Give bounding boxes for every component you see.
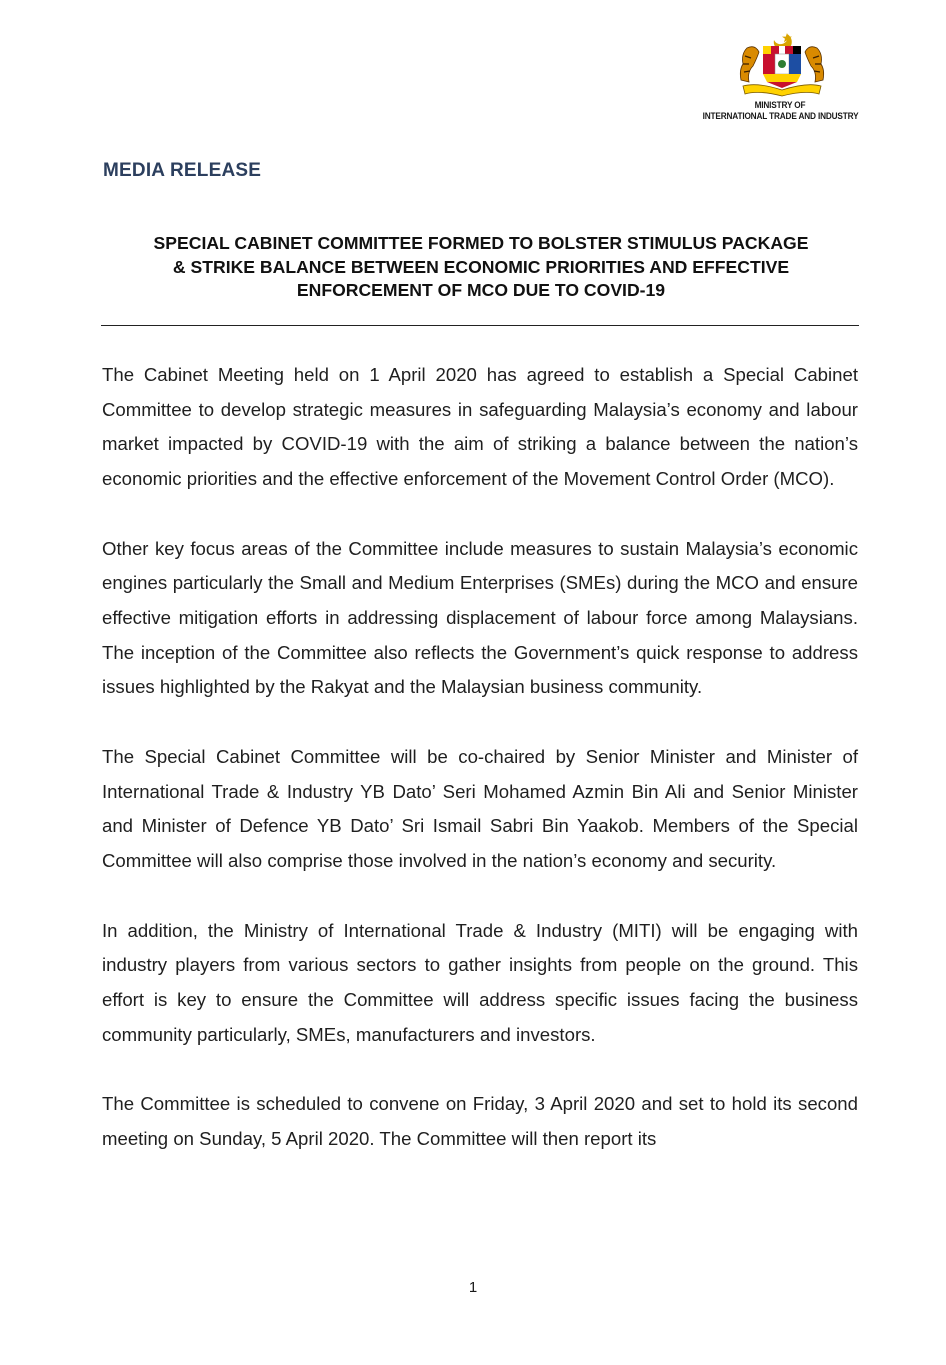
body-text (102, 358, 858, 1157)
media-release-label: MEDIA RELEASE (103, 160, 262, 181)
headline-line1: SPECIAL CABINET COMMITTEE FORMED TO BOLSTER STIMULUS PACKAGE (153, 233, 809, 253)
paragraph-2: Other key focus areas of the Committee include measures to sustain Malaysia’s economic engines particularly the Small and Medium Enterprises (SMEs) during the MCO and ensure effective mitigation efforts in addressing displacement of labour force among Malaysians. The inception of the Committee also reflects the Government’s quick response to address issues highlighted by the Rakyat and the Malaysian business community. (102, 537, 858, 698)
paragraph-3: The Special Cabinet Committee will be co-chaired by Senior Minister and Minister of International Trade & Industry YB Dato’ Seri Mohamed Azmin Bin Ali and Senior Minister and Minister of Defence YB Dato’ Sri Ismail Sabri Bin Yaakob. Members of the Special Committee will also comprise those involved in the nation’s economy and security. (102, 745, 858, 872)
page-number: 1 (468, 1279, 478, 1296)
malaysia-coat-of-arms-icon (727, 30, 837, 100)
headline-divider (101, 325, 859, 326)
headline-line3: ENFORCEMENT OF MCO DUE TO COVID-19 (296, 280, 666, 300)
headline-line2: & STRIKE BALANCE BETWEEN ECONOMIC PRIORITIES AND EFFECTIVE (172, 256, 790, 277)
headline (95, 232, 867, 303)
paragraph-5: The Committee is scheduled to convene on Friday, 3 April 2020 and set to hold its second meeting on Sunday, 5 April 2020. The Committee will then report its (102, 1093, 858, 1149)
ministry-logo-block (690, 30, 870, 122)
ministry-name-line1: MINISTRY OF (754, 100, 806, 111)
paragraph-4: In addition, the Ministry of International Trade & Industry (MITI) will be engaging with industry players from various sectors to gather insights from people on the ground. This effort is key to ensure the Committee will address specific issues facing the business community particularly, SMEs, manufacturers and investors. (102, 919, 858, 1045)
ministry-name (703, 100, 858, 122)
paragraph-1: The Cabinet Meeting held on 1 April 2020 has agreed to establish a Special Cabinet Committee to develop strategic measures in safeguarding Malaysia’s economy and labour market impacted by COVID-19 with the aim of striking a balance between the nation’s economic priorities and the effective enforcement of the Movement Control Order (MCO). (102, 364, 858, 490)
ministry-name-line2: INTERNATIONAL TRADE AND INDUSTRY (702, 111, 859, 122)
